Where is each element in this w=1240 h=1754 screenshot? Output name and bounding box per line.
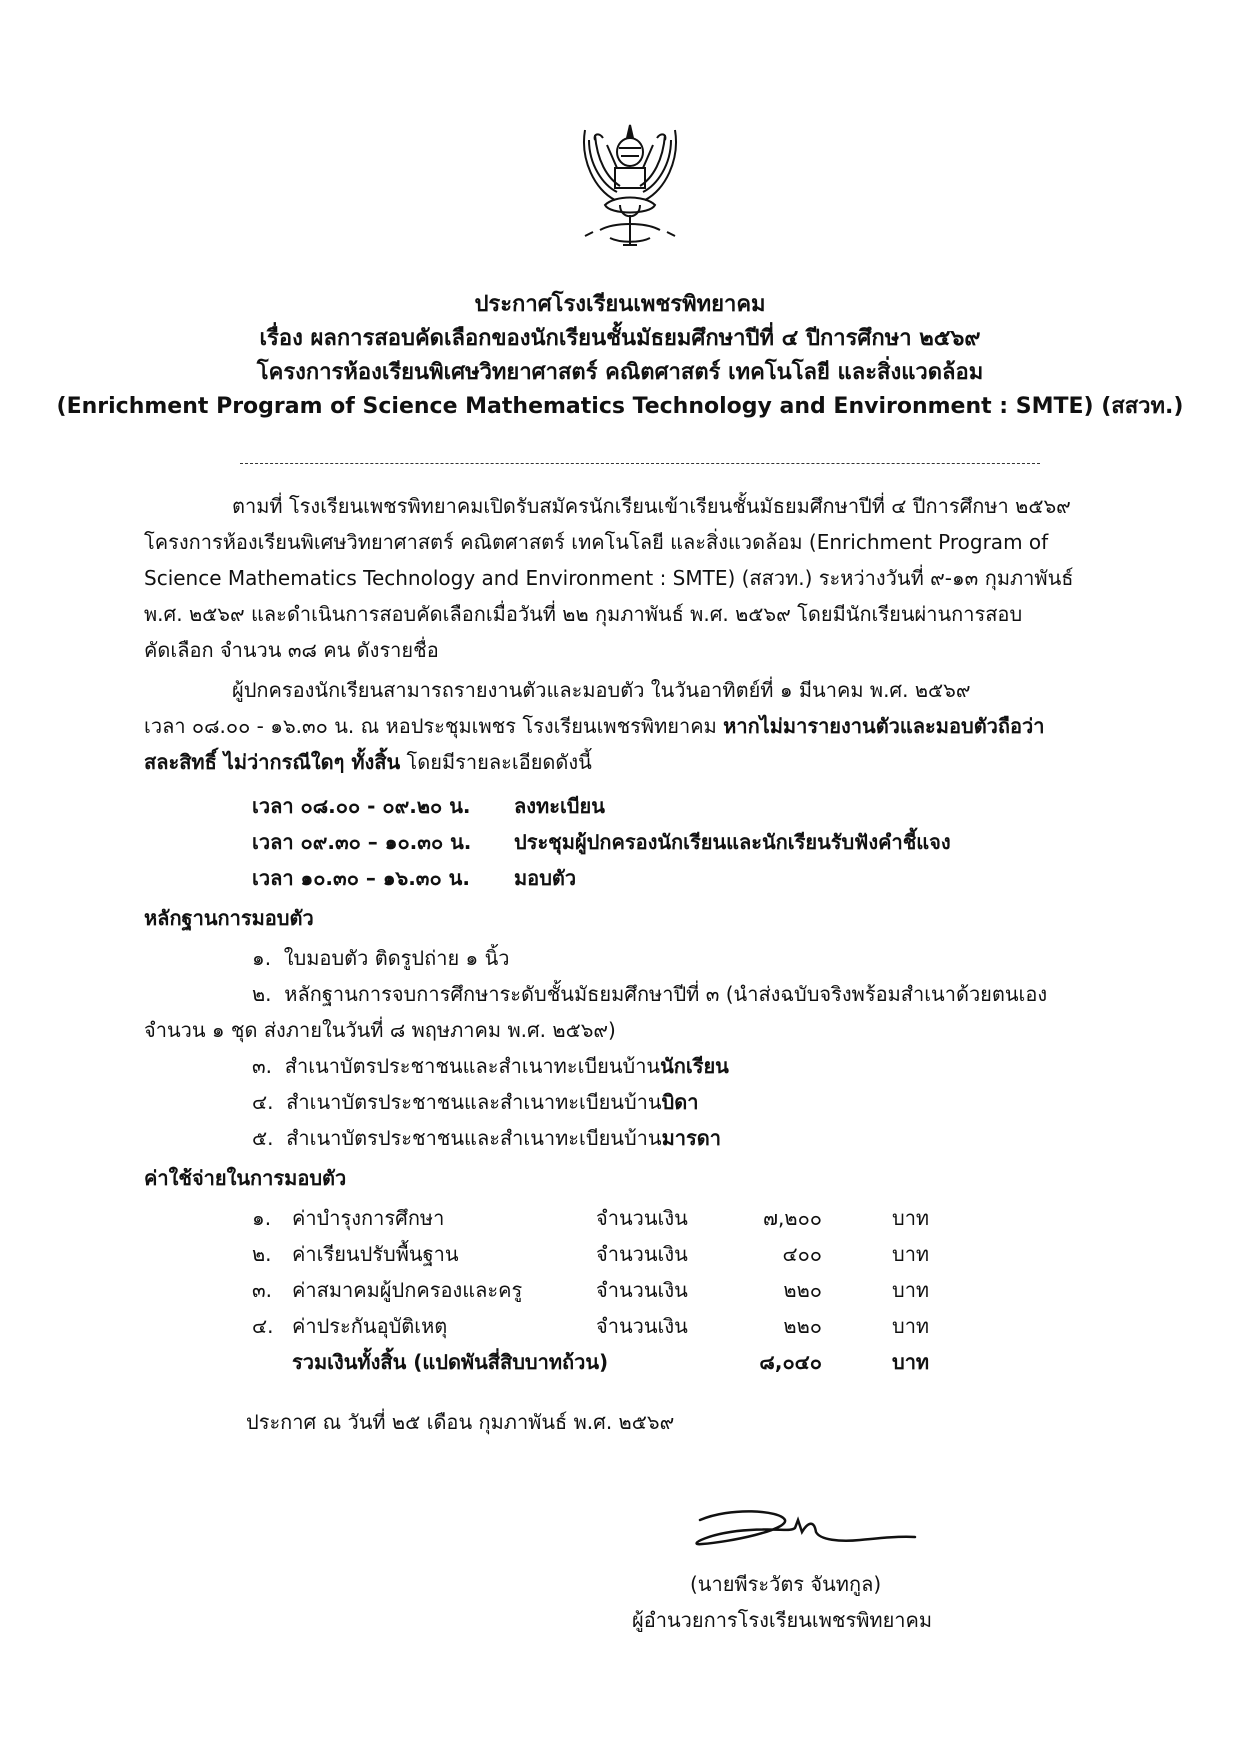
evidence-num: ๒. bbox=[252, 982, 272, 1006]
announcement-subject: เรื่อง ผลการสอบคัดเลือกของนักเรียนชั้นมัธยมศึกษาปีที่ ๔ ปีการศึกษา ๒๕๖๙ bbox=[259, 326, 981, 351]
schedule-item bbox=[252, 788, 605, 824]
para1-line: โครงการห้องเรียนพิเศษวิทยาศาสตร์ คณิตศาสตร์ เทคโนโลยี และสิ่งแวดล้อม (Enrichment Program of bbox=[144, 530, 1049, 554]
schedule-time: เวลา ๐๙.๓๐ – ๑๐.๓๐ น. bbox=[252, 830, 472, 854]
evidence-item bbox=[252, 1048, 729, 1084]
para2-warning: สละสิทธิ์ ไม่ว่ากรณีใดๆ ทั้งสิ้น bbox=[144, 750, 401, 774]
fee-amount: ๗,๒๐๐ bbox=[763, 1206, 822, 1230]
para2-line bbox=[144, 744, 592, 780]
evidence-num: ๔. bbox=[252, 1090, 274, 1114]
evidence-num: ๑. bbox=[252, 946, 272, 970]
fee-total-label: รวมเงินทั้งสิ้น (แปดพันสี่สิบบาทถ้วน) bbox=[292, 1350, 609, 1374]
evidence-item bbox=[252, 976, 1047, 1012]
evidence-text: หลักฐานการจบการศึกษาระดับชั้นมัธยมศึกษาปีที่ ๓ (นำส่งฉบับจริงพร้อมสำเนาด้วยตนเอง bbox=[284, 982, 1048, 1006]
para2-text: โดยมีรายละเอียดดังนี้ bbox=[400, 750, 592, 774]
para1-line: คัดเลือก จำนวน ๓๘ คน ดังรายชื่อ bbox=[144, 638, 439, 662]
fee-num: ๓. bbox=[252, 1278, 273, 1302]
fee-unit: บาท bbox=[892, 1206, 930, 1230]
schedule-activity: มอบตัว bbox=[514, 866, 577, 890]
evidence-text: สำเนาบัตรประชาชนและสำเนาทะเบียนบ้าน bbox=[286, 1090, 662, 1114]
fee-amount: ๒๒๐ bbox=[783, 1278, 822, 1302]
fee-amount: ๔๐๐ bbox=[782, 1242, 822, 1266]
fee-amount-word: จำนวนเงิน bbox=[596, 1314, 688, 1338]
para2-warning: หากไม่มารายงานตัวและมอบตัวถือว่า bbox=[723, 714, 1045, 738]
garuda-emblem-icon bbox=[575, 120, 685, 260]
para2-line bbox=[144, 708, 1045, 744]
evidence-text: สำเนาบัตรประชาชนและสำเนาทะเบียนบ้าน bbox=[286, 1126, 662, 1150]
para1-line: พ.ศ. ๒๕๖๙ และดำเนินการสอบคัดเลือกเมื่อวันที่ ๒๒ กุมภาพันธ์ พ.ศ. ๒๕๖๙ โดยมีนักเรียนผ่านการสอบ bbox=[144, 602, 1023, 626]
fee-label: ค่าประกันอุบัติเหตุ bbox=[292, 1314, 448, 1338]
fee-label: ค่าเรียนปรับพื้นฐาน bbox=[292, 1242, 459, 1266]
evidence-heading: หลักฐานการมอบตัว bbox=[144, 906, 314, 930]
evidence-num: ๕. bbox=[252, 1126, 274, 1150]
fees-heading: ค่าใช้จ่ายในการมอบตัว bbox=[144, 1166, 347, 1190]
signer-name: (นายพีระวัตร จันทกูล) bbox=[690, 1572, 882, 1596]
program-name-english: (Enrichment Program of Science Mathematics Technology and Environment : SMTE) (สสวท.) bbox=[56, 394, 1184, 419]
fee-num: ๔. bbox=[252, 1314, 274, 1338]
fee-num: ๑. bbox=[252, 1206, 272, 1230]
schedule-time: เวลา ๑๐.๓๐ – ๑๖.๓๐ น. bbox=[252, 866, 470, 890]
evidence-text: สำเนาบัตรประชาชนและสำเนาทะเบียนบ้าน bbox=[284, 1054, 661, 1078]
fee-total-amount: ๘,๐๔๐ bbox=[759, 1350, 822, 1374]
fee-label: ค่าบำรุงการศึกษา bbox=[292, 1206, 445, 1230]
schedule-activity: ประชุมผู้ปกครองนักเรียนและนักเรียนรับฟังคำชี้แจง bbox=[514, 830, 951, 854]
fee-amount-word: จำนวนเงิน bbox=[596, 1242, 688, 1266]
fee-unit: บาท bbox=[892, 1314, 930, 1338]
schedule-item bbox=[252, 860, 576, 896]
evidence-item bbox=[252, 1084, 698, 1120]
schedule-item bbox=[252, 824, 951, 860]
para1-line: Science Mathematics Technology and Environment : SMTE) (สสวท.) ระหว่างวันที่ ๙-๑๓ กุมภาพันธ์ bbox=[144, 566, 1074, 590]
fee-amount-word: จำนวนเงิน bbox=[596, 1278, 688, 1302]
signature-icon bbox=[690, 1502, 920, 1562]
schedule-activity: ลงทะเบียน bbox=[514, 794, 605, 818]
evidence-bold: มารดา bbox=[661, 1126, 721, 1150]
divider bbox=[240, 463, 1040, 464]
fee-unit: บาท bbox=[892, 1242, 930, 1266]
para1-line: ตามที่ โรงเรียนเพชรพิทยาคมเปิดรับสมัครนักเรียนเข้าเรียนชั้นมัธยมศึกษาปีที่ ๔ ปีการศึกษา ๒๕๖๙ bbox=[232, 494, 1071, 518]
announcement-title: ประกาศโรงเรียนเพชรพิทยาคม bbox=[474, 292, 766, 317]
para2-line: ผู้ปกครองนักเรียนสามารถรายงานตัวและมอบตัว ในวันอาทิตย์ที่ ๑ มีนาคม พ.ศ. ๒๕๖๙ bbox=[232, 678, 971, 702]
fee-amount-word: จำนวนเงิน bbox=[596, 1206, 688, 1230]
signer-position: ผู้อำนวยการโรงเรียนเพชรพิทยาคม bbox=[632, 1608, 933, 1632]
evidence-item bbox=[252, 940, 510, 976]
fee-unit: บาท bbox=[892, 1278, 930, 1302]
evidence-num: ๓. bbox=[252, 1054, 273, 1078]
evidence-bold: นักเรียน bbox=[660, 1054, 729, 1078]
fee-num: ๒. bbox=[252, 1242, 272, 1266]
evidence-text: ใบมอบตัว ติดรูปถ่าย ๑ นิ้ว bbox=[283, 946, 510, 970]
schedule-time: เวลา ๐๘.๐๐ - ๐๙.๒๐ น. bbox=[252, 794, 471, 818]
evidence-continuation: จำนวน ๑ ชุด ส่งภายในวันที่ ๘ พฤษภาคม พ.ศ. ๒๕๖๙) bbox=[144, 1018, 616, 1042]
program-name-thai: โครงการห้องเรียนพิเศษวิทยาศาสตร์ คณิตศาสตร์ เทคโนโลยี และสิ่งแวดล้อม bbox=[256, 360, 984, 385]
evidence-item bbox=[252, 1120, 721, 1156]
para2-text: เวลา ๐๘.๐๐ - ๑๖.๓๐ น. ณ หอประชุมเพชร โรงเรียนเพชรพิทยาคม bbox=[144, 714, 724, 738]
fee-label: ค่าสมาคมผู้ปกครองและครู bbox=[292, 1278, 523, 1302]
fee-total-unit: บาท bbox=[892, 1350, 930, 1374]
evidence-bold: บิดา bbox=[661, 1090, 699, 1114]
announce-date: ประกาศ ณ วันที่ ๒๕ เดือน กุมภาพันธ์ พ.ศ. ๒๕๖๙ bbox=[246, 1410, 675, 1434]
fee-amount: ๒๒๐ bbox=[783, 1314, 822, 1338]
